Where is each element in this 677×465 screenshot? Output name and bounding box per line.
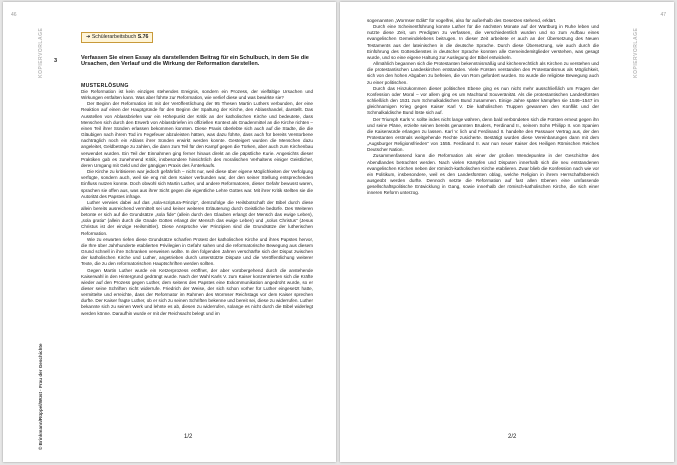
- top-page-number: 47: [660, 12, 666, 18]
- side-label-text: KOPIERVORLAGE: [38, 27, 44, 78]
- paragraph: Durch das Hinzukommen dieser politischen Ebene ging es nun nicht mehr ausschließlich um Fragen der Konfession oder Moral – vor allem ging es um Machtund Souveränität. Als die protestantischen Landesfürsten schließlich den 1531 zum Schmalkaldischen Bund zusammen. Einige Jahre später kämpften sie 1546–1547 im gleichnamigen Krieg gegen Kaiser Karl V. Die katholischen Truppen gewannen den Konflikt und der Schmalkaldische Bund löste sich auf.: [367, 85, 599, 116]
- paragraph: Die Reformation ist kein einziges stehendes Ereignis, sondern ein Prozess, der vielfältige Ursachen und Wirkungen entfalten kann. Was aber führte zur Reformation, wie verlief diese und was bewirkte sie?: [81, 89, 313, 101]
- paragraph: Der Beginn der Reformation ist mit der Veröffentlichung der 95 Thesen Martin Luthers verbunden, der eine Reaktion auf einen der Hauptgründe für den Beginn der Spaltung der Kirche, den Ablasshandel, darstellt. Das Ausstellen von Ablassbriefen war ein Höhepunkt der Kritik an der katholischen Kirche und bedeutete, dass Menschen sich durch den Erwerb von Ablassbriefen im offiziellen Kontext als Gnadenmittel an die Kirche richten – einen Teil ihrer Sünden erlassen bekommen konnten. Diese Praxis überlebte sich auch auf die Stadte, die die Gläubigen nach ihrem Tod im Fegefeuer abzuleisten hätten, was dazu führte, dass auch für bereits Verstorbene nachträglich noch ein Ablass ihrer Sünden erwirkt werden konnte. Gesteigert wurden die Menschen dazu angeleitet, Geldbeträge zu zahlen, die dann zum Teil für den Kampf gegen die Türken, aber auch zum Kirchenbau verwendet wurden. Ein Teil der Einnahmen ging ferner hinaus direkt an die päpstliche Kurie. Angesichts dieser Praktiken gab es zunehmend Kritik, insbesondere hinsichtlich des moralischen Verhaltens einiger Geistlicher, deren Umgang mit Geld und der gängigen Praxis des Ämterkaufs.: [81, 101, 313, 168]
- task-number: 3: [54, 58, 58, 64]
- top-page-number: 46: [11, 12, 17, 18]
- paragraph: Der Triumph Karls V. sollte indes nicht lange währen, denn bald verbündeten sich die Fürsten erneut gegen ihn und seine Pläne, erzielte seinen bereits genannten Bruders, Ferdinand II., seinem Sohn Philipp II. von Spanien die Kaiserwürde erlangen zu lassen. Karl V. lich und Ferdinand II. handelte den Passauer Vertrag aus, der den Protestanten erstmals weitgehende Rechte zusicherte. Bestätigt wurden diese Vereinbarungen dann mit dem „Augsburger Religionsfrieden“ von 1555. Ferdinand II. war nun neuer Kaiser des Heiligen Römischen Reiches Deutscher Nation.: [367, 116, 599, 153]
- paragraph: sogenannten „Wormser Edikt“ für vogelfrei, also für außerhalb des Gesetzes stehend, erklärt.: [367, 18, 557, 23]
- paragraph: Die Kirche zu kritisieren war jedoch gefährlich – nicht nur, weil diese über eigene Möglichkeiten der Verfolgung verfügte, sondern auch, weil sie eng mit dem Kaiser verbunden war, der den seiner Stellung entsprechenden Einfluss nutzen konnte. Doch obwohl sich Martin Luther, und andere Reformatoren, dieser Gefahr bewusst waren, sprachen sie offen aus, was aus ihrer Sicht gegen die eigentliche Lehre Gottes war. Mit ihrer Kritik stellten sie die Autorität des Papstes infrage.: [81, 169, 313, 199]
- paragraph: Zusammenfassend kann die Reformation als einer der großen Wendepunkte in der Geschichte des Abendlandes betrachtet werden. Nach vielen Kämpfen und Disputen innerhalb sich die neu entstandenen evangelischen Kirchen neben der römisch-katholischen Kirche etablieren. Zwar blieb die Konfession nach wie vor ein Politikum, insbesondere, weil es den Landesfürsten oblag, welche Religion in ihrem Herrschaftsbereich ausgeübt werden durfte. Dennoch setzte die Reformation auf fast allen Ebenen eine umfassende gesellschaftspolitische Entwicklung in Gang, sowie innerhalb der römisch-katholischen Kirche, die sich einer inneren Reform unterzog.: [367, 153, 599, 196]
- side-label: [38, 10, 44, 80]
- solution-text: [81, 89, 313, 425]
- left-page: [3, 2, 336, 462]
- page-footer-number: 2/2: [508, 434, 517, 440]
- page-footer-number: 1/2: [184, 434, 193, 440]
- side-label: [633, 10, 639, 80]
- task-text: Verfassen Sie einen Essay als darstellenden Beitrag für ein Schulbuch, in dem Sie die Ursachen, den Verlauf und die Wirkung der Reformation darstellen.: [81, 55, 309, 68]
- paragraph: Allmählich begannen sich die Protestanten bekenntnismäßig und kirchenrechtlich als Kirchen zu verstehen und die protestantischen Landeskirchen entstanden. Viele Fürsten verstanden den Protestantismus als Möglichkeit, sich von den hohen Abgaben zu befreien, die von Rom gefordert wurden. So wurde die religiöse Bewegung auch zu einer politischen.: [367, 61, 599, 85]
- copyright-note: [38, 302, 44, 452]
- arrow-right-icon: ➔: [86, 34, 91, 40]
- side-label-text: KOPIERVORLAGE: [633, 27, 639, 78]
- paragraph: Gegen Martin Luther wurde ein Ketzerprozess eröffnet, der aber vorübergehend durch die anstehende Kaiserwahl in den Hintergrund gedrängt wurde. Nach der Wahl Karls V. zum Kaiser konzentrierten sich die Kräfte wieder auf den Prozess gegen Luther, dem seitens des Papstes eine Exkommunikation angedroht wurde, so er dieser seine Schriften nicht widerrufe. Friedrich der Weise, der sich schon vorher für Luther eingesetzt hatte, vermittelte und erreichte, dass der Reformator im Rahmen des Wormser Reichstags vor dem Kaiser sprechen durfte. Der Kaiser fragte Luther, ob er sich zu seinen Schriften bekenne und bereit sei, diese zu widerrufen. Luther bekannte sich zu seinen Werk und lehnte es ab, diesen zu widerrufen, solange es nicht durch die Bibel widerlegt werden könne. Daraufhin wurde er mit der Reichsacht belegt und im: [81, 267, 313, 316]
- paragraph: Durch eine Scheinentführung konnte Luther für die nächsten Monate auf der Wartburg in Ruhe leben und nutzte diese Zeit, um Predigten zu verfassen, die verschiedentlich wurden und so zum Aufbau eines evangelischen Gemeindelebens beitrugen. In dieser Zeit arbeitete er auch an der Übersetzung des Neuen Testaments aus der lateinischen in die deutsche Sprache. Durch diese Übersetzung, wie auch durch die Einführung des Gottesdienstes in deutscher Sprache konnten alle Gemeindemitglieder verstehen, was gesagt wurde, und so eine eigene Haltung zur Auslegung der Bibel entwickeln.: [367, 24, 599, 60]
- reference-label: Schülerarbeitsbuch: [91, 34, 137, 40]
- copyright-text: © Brinkmann/Rüppel/Wüst · Frau der Geschichte: [38, 343, 43, 450]
- paragraph: Luther verwies dabei auf das „sola-scriptura-Prinzip“, demzufolge die Heilsbotschaft der Bibel durch diese allein bereits ausreichend vermittelt sei und keiner weiteren Erläuterung durch Geistliche bedürfe. Des Weiteren betonte er sich auf die Grundsätze „sola fide“ (allein durch den Glauben erlangt der Mensch das ewige Leben), „sola gratia“ (allein durch die Gnade Gottes erlangt der Mensch das ewige Leben) und „solus Christus“ (Jesus Christus ist der einzige Heilsmittler). Diese Ansprüche vier Prinzipien sind die Grundsätze der lutherischen Reformation.: [81, 199, 313, 236]
- reference-box[interactable]: [81, 32, 153, 43]
- right-page: [340, 2, 674, 462]
- paragraph: Wie zu erwarten riefen diese Grundsätze scharfen Protest der katholischen Kirche und ihres Papstes hervor, die Ihre über Jahrhunderte etablierten Privilegien in Gefahr sahen und die reformatorische Bewegung aus diesem Grund schnell in ihre Schranken verweisen wollte. In den folgenden Jahren verschärfte sich der Disput zwischen der katholischen Kirche und Luther, angetrieben durch unterstützte Dispute und die Veröffentlichung weiterer Texte, die zu den reformatorischen Hauptschriften werden sollten.: [81, 236, 313, 267]
- reference-page: S.76: [137, 34, 149, 40]
- solution-text-continued: [367, 18, 599, 364]
- solution-heading: MUSTERLÖSUNG: [81, 83, 129, 89]
